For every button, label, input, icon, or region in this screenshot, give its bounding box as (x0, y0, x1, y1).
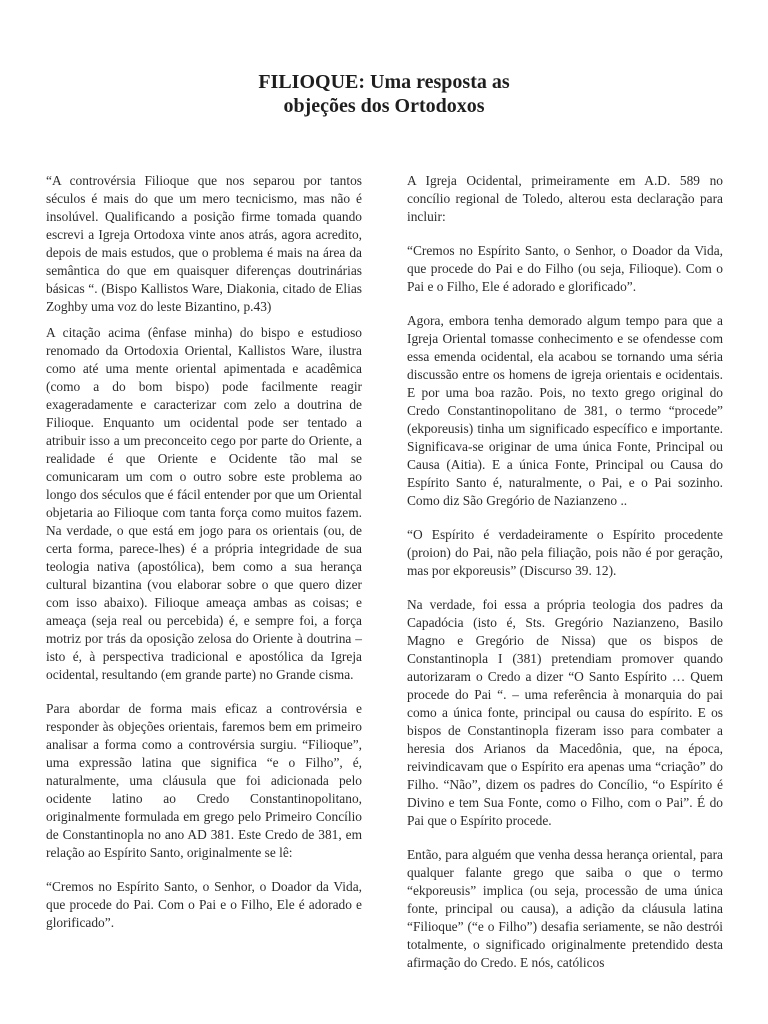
page-title (0, 70, 768, 118)
paragraph-toledo: A Igreja Ocidental, primeiramente em A.D. 589 no concílio regional de Toledo, alterou esta declaração para incluir: (407, 173, 723, 224)
paragraph-ware-commentary: A citação acima (ênfase minha) do bispo e estudioso renomado da Ortodoxia Oriental, Kallistos Ware, ilustra como até uma mente oriental apimentada e acadêmica (como a do bom bispo) pode facilmente reagir exageradamente e caracterizar com zelo a doutrina de Filioque. Enquanto um ocidental pode ser tentado a atribuir isso a um preconceito cego por parte do Oriente, a realidade é que Oriente e Ocidente tão mal se comunicaram um com o outro sobre este problema ao longo dos séculos que é fácil entender por que um Oriental objetaria ao Filioque com tanta força como muitos fazem. Na verdade, o que está em jogo para os orientais (ou, de certa forma, parece-lhes) é a própria integridade de sua teologia nativa (apostólica), bem como a sua herança cultural bizantina (vou elaborar sobre o que quero dizer com isso abaixo). Filioque ameaça ambas as coisas; e ameaça (seja real ou percebida) é, e sempre foi, a força motriz por trás da oposição zelosa do Oriente à doutrina – isto é, à perspectiva tradicional e apostólica da Igreja ocidental, resultando (em grande parte) no Grande cisma. (46, 325, 362, 682)
paragraph-gregory-quote: “O Espírito é verdadeiramente o Espírito procedente (proion) do Pai, não pela filiação, pois não é por geração, mas por ekporeusis” (Discurso 39. 12). (407, 527, 723, 578)
left-column (46, 172, 362, 948)
paragraph-quote-ware: “A controvérsia Filioque que nos separou por tantos séculos é mais do que um mero tecnicismo, mas não é insolúvel. Qualificando a posição firme tomada quando escrevi a Igreja Ortodoxa vinte anos atrás, agora acredito, depois de mais estudos, que o problema é mais na área da semântica do que em quaisquer diferenças doutrinárias básicas “. (Bispo Kallistos Ware, Diakonia, citado de Elias Zoghby uma voz do leste Bizantino, p.43) (46, 173, 362, 314)
paragraph-creed-filioque: “Cremos no Espírito Santo, o Senhor, o Doador da Vida, que procede do Pai e do Filho (ou seja, Filioque). Com o Pai e o Filho, Ele é adorado e glorificado”. (407, 243, 723, 294)
paragraph-controversy-origin: Para abordar de forma mais eficaz a controvérsia e responder às objeções orientais, faremos bem em primeiro analisar a forma como a controvérsia surgiu. “Filioque”, uma expressão latina que significa “e o Filho”, é, naturalmente, uma cláusula que foi adicionada pelo ocidente latino ao Credo Constantinopolitano, originalmente formulada em grego pelo Primeiro Concílio de Constantinopla no ano AD 381. Este Credo de 381, em relação ao Espírito Santo, originalmente se lê: (46, 701, 362, 860)
paragraph-cappadocian: Na verdade, foi essa a própria teologia dos padres da Capadócia (isto é, Sts. Gregório Nazianzeno, Basilo Magno e Gregório de Nissa) que os bispos de Constantinopla I (381) pretendiam promover quando autorizaram o Credo a dizer “O Santo Espírito … Quem procede do Pai “. – uma referência à monarquia do pai como a única fonte, principal ou causa do espírito. E os bispos de Constantinopla fizeram isso para combater a heresia dos Arianos da Macedônia, que, na época, reivindicavam que o Espírito era apenas uma “criação” do Filho. “Não”, dizem os padres do Concílio, “o Espírito é Divino e tem Sua Fonte, como o Filho, com o Pai”. É do Pai que o Espírito procede. (407, 597, 723, 828)
title-line-1: FILIOQUE: Uma resposta as (258, 71, 510, 93)
paragraph-creed-original: “Cremos no Espírito Santo, o Senhor, o Doador da Vida, que procede do Pai. Com o Pai e o Filho, Ele é adorado e glorificado”. (46, 879, 362, 930)
paragraph-eastern-heritage: Então, para alguém que venha dessa herança oriental, para qualquer falante grego que saiba o que o termo “ekporeusis” implica (ou seja, processão de uma única fonte, principal ou causa), a adição da cláusula latina “Filioque” (“e o Filho”) desafia seriamente, se não destrói totalmente, o significado originalmente pretendido desta afirmação do Credo. E nós, católicos (407, 847, 723, 970)
right-column (407, 172, 723, 988)
paragraph-ekporeusis: Agora, embora tenha demorado algum tempo para que a Igreja Oriental tomasse conhecimento e se ofendesse com essa emenda ocidental, ela acabou se tornando uma séria discussão entre os homens de igreja orientais e ocidentais. E por uma boa razão. Pois, no texto grego original do Credo Constantinopolitano de 381, o termo “procede” (ekporeusis) tinha um significado específico e importante. Significava-se originar de uma única Fonte, Principal ou Causa (Aitia). E a única Fonte, Principal ou Causa do Espírito Santo é, naturalmente, o Pai, e o Pai sozinho. Como diz São Gregório de Nazianzeno .. (407, 313, 723, 508)
title-line-2: objeções dos Ortodoxos (283, 95, 485, 117)
